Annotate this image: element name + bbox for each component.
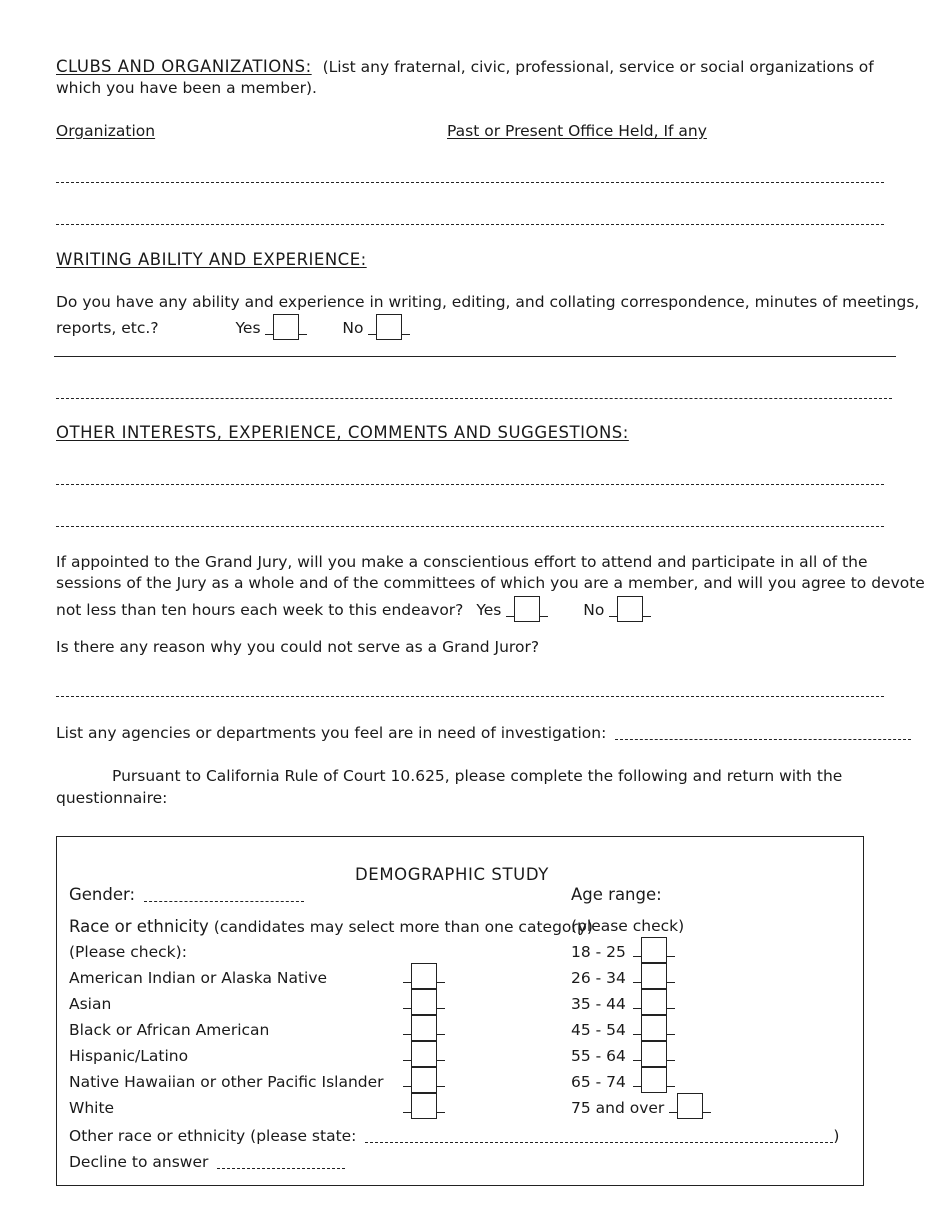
clubs-section [56, 57, 874, 76]
commitment-no-label: No [583, 601, 605, 619]
writing-question: Do you have any ability and experience in writing, editing, and collating correspondence, minutes of meetings, [56, 293, 920, 311]
age-option-label: 75 and over [571, 1099, 665, 1117]
decline-row [69, 1153, 345, 1171]
writing-no-checkbox[interactable] [376, 314, 402, 340]
pacific-islander-checkbox[interactable] [411, 1067, 437, 1093]
commitment-no-checkbox[interactable] [617, 596, 643, 622]
pursuant-text-continued: questionnaire: [56, 789, 168, 807]
race-option-checkbox-row [403, 963, 445, 989]
commitment-question: If appointed to the Grand Jury, will you make a conscientious effort to attend and participate in all of the [56, 553, 868, 571]
writing-question-end: reports, etc.? [56, 319, 159, 337]
age-note: (please check) [571, 917, 685, 935]
age-option-label: 65 - 74 [571, 1073, 626, 1091]
race-option-label: Native Hawaiian or other Pacific Islander [69, 1073, 384, 1091]
race-option-checkbox-row [403, 1067, 445, 1093]
race-option-label: Hispanic/Latino [69, 1047, 189, 1065]
race-row [69, 917, 593, 936]
other-interests-heading: OTHER INTERESTS, EXPERIENCE, COMMENTS AND SUGGESTIONS: [56, 423, 629, 442]
agencies-row [56, 724, 911, 742]
age-option-checkbox-row [633, 1067, 675, 1093]
race-option-label: Asian [69, 995, 112, 1013]
reason-question: Is there any reason why you could not serve as a Grand Juror? [56, 638, 540, 656]
age-option-label: 45 - 54 [571, 1021, 626, 1039]
clubs-heading: CLUBS AND ORGANIZATIONS: [56, 57, 312, 76]
race-option-checkbox-row [403, 989, 445, 1015]
decline-label: Decline to answer [69, 1153, 209, 1171]
age-option-label: 35 - 44 [571, 995, 626, 1013]
section-divider [54, 356, 896, 357]
race-label: Race or ethnicity [69, 917, 209, 936]
other-race-row [69, 1127, 839, 1145]
gender-label: Gender: [69, 885, 136, 904]
agencies-label: List any agencies or departments you feel are in need of investigation: [56, 724, 607, 742]
age-18-25-checkbox[interactable] [641, 937, 667, 963]
commitment-yes-label: Yes [476, 601, 502, 619]
age-option-checkbox-row [633, 963, 675, 989]
race-option-label: American Indian or Alaska Native [69, 969, 328, 987]
age-75-over-checkbox[interactable] [677, 1093, 703, 1119]
race-option-label: White [69, 1099, 115, 1117]
other-race-close: ) [833, 1127, 840, 1145]
other-interests-line-1[interactable] [56, 484, 884, 485]
organization-line-1[interactable] [56, 182, 884, 183]
black-checkbox[interactable] [411, 1015, 437, 1041]
writing-heading: WRITING ABILITY AND EXPERIENCE: [56, 250, 367, 269]
age-35-44-checkbox[interactable] [641, 989, 667, 1015]
race-option-label: Black or African American [69, 1021, 270, 1039]
race-note: (candidates may select more than one category) [213, 918, 593, 936]
agencies-answer-line[interactable] [615, 739, 911, 740]
age-option-checkbox-row [633, 1041, 675, 1067]
organization-line-2[interactable] [56, 224, 884, 225]
writing-question-continued [56, 314, 410, 340]
demographic-study-box [56, 836, 864, 1186]
gender-input[interactable] [144, 901, 304, 902]
decline-input[interactable] [217, 1168, 345, 1169]
american-indian-checkbox[interactable] [411, 963, 437, 989]
white-checkbox[interactable] [411, 1093, 437, 1119]
age-26-34-checkbox[interactable] [641, 963, 667, 989]
age-option-label: 55 - 64 [571, 1047, 626, 1065]
age-65-74-checkbox[interactable] [641, 1067, 667, 1093]
other-race-input[interactable] [365, 1142, 833, 1143]
clubs-intro-continued: which you have been a member). [56, 79, 317, 97]
age-range-label: Age range: [571, 885, 662, 904]
age-45-54-checkbox[interactable] [641, 1015, 667, 1041]
writing-yes-checkbox[interactable] [273, 314, 299, 340]
age-option-label: 26 - 34 [571, 969, 626, 987]
age-option-checkbox-row [633, 937, 675, 963]
clubs-intro: (List any fraternal, civic, professional, service or social organizations of [322, 58, 874, 76]
office-column-header: Past or Present Office Held, If any [447, 122, 707, 140]
writing-no-label: No [342, 319, 364, 337]
commitment-question-end: not less than ten hours each week to this endeavor? [56, 601, 464, 619]
demographic-title: DEMOGRAPHIC STUDY [355, 865, 549, 884]
reason-answer-line[interactable] [56, 696, 884, 697]
race-please-check: (Please check): [69, 943, 187, 961]
other-interests-line-2[interactable] [56, 526, 884, 527]
race-option-checkbox-row [403, 1015, 445, 1041]
commitment-question-continued: sessions of the Jury as a whole and of the committees of which you are a member, and will you agree to devote [56, 574, 925, 592]
age-option-checkbox-row [669, 1093, 711, 1119]
age-option-label: 18 - 25 [571, 943, 626, 961]
race-option-checkbox-row [403, 1041, 445, 1067]
writing-yes-label: Yes [235, 319, 261, 337]
age-55-64-checkbox[interactable] [641, 1041, 667, 1067]
commitment-question-end-row [56, 596, 651, 622]
other-race-label: Other race or ethnicity (please state: [69, 1127, 357, 1145]
age-option-checkbox-row [633, 1015, 675, 1041]
asian-checkbox[interactable] [411, 989, 437, 1015]
race-option-checkbox-row [403, 1093, 445, 1119]
gender-row [69, 885, 304, 904]
commitment-yes-checkbox[interactable] [514, 596, 540, 622]
hispanic-checkbox[interactable] [411, 1041, 437, 1067]
organization-column-header: Organization [56, 122, 156, 140]
age-option-checkbox-row [633, 989, 675, 1015]
pursuant-text: Pursuant to California Rule of Court 10.625, please complete the following and return with the [112, 767, 843, 785]
writing-comment-line[interactable] [56, 398, 892, 399]
